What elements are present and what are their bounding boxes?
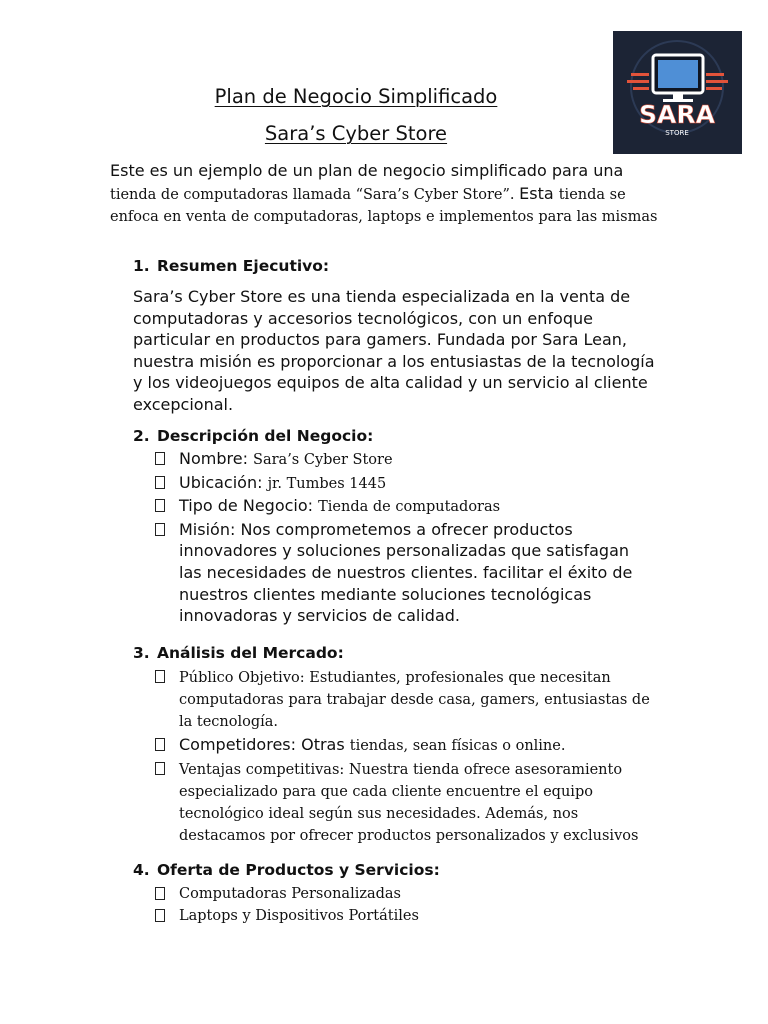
list-item <box>155 734 655 757</box>
list-item <box>155 883 655 905</box>
section-title: Descripción del Negocio: <box>157 427 374 445</box>
item-text: Computadoras Personalizadas <box>179 886 402 902</box>
document-subtitle: Sara’s Cyber Store <box>264 122 448 145</box>
item-text-serif: Público Objetivo: Estudiantes, profesionales que necesitan computadoras para trabajar desde casa, gamers, entusiastas de la tecnología. <box>179 670 650 730</box>
list-item <box>155 519 655 627</box>
bullet-icon <box>155 887 165 900</box>
list-item <box>155 448 655 472</box>
section-number: 1. <box>133 257 150 275</box>
section-title: Oferta de Productos y Servicios: <box>157 861 440 879</box>
section-number: 4. <box>133 861 150 879</box>
item-text-sans: Competidores: Otras <box>179 735 350 754</box>
logo-subtext: STORE <box>665 129 689 137</box>
section-heading-descripcion <box>133 427 373 445</box>
market-analysis-list <box>155 666 655 848</box>
intro-text-1: Este es un ejemplo de un plan de negocio simplificado para una <box>110 161 624 180</box>
bullet-icon <box>155 909 165 922</box>
bullet-icon <box>155 499 165 512</box>
item-label: Misión: <box>179 519 241 539</box>
item-value: Tienda de computadoras <box>318 499 501 516</box>
list-item <box>155 905 655 927</box>
item-text-serif: Ventajas competitivas: Nuestra tienda ofrece asesoramiento especializado para que cada cliente encuentre el equipo tecnológico ideal según sus necesidades. Además, nos destacamos por ofrecer productos personalizados y exclusivos <box>179 762 639 844</box>
document-title: Plan de Negocio Simplificado <box>214 85 498 108</box>
section-title: Resumen Ejecutivo: <box>157 257 330 275</box>
business-description-list <box>155 448 655 627</box>
list-item <box>155 472 655 496</box>
intro-text-2: tienda de computadoras llamada “Sara’s Cyber Store”. <box>110 187 520 203</box>
section-number: 2. <box>133 427 150 445</box>
section-body-resumen: Sara’s Cyber Store es una tienda especializada en la venta de computadoras y accesorios tecnológicos, con un enfoque particular en productos para gamers. Fundada por Sara Lean, nuestra misión es proporcionar a los entusiastas de la tecnología y los videojuegos equipos de alta calidad y un servicio al cliente excepcional. <box>133 287 655 414</box>
section-heading-resumen <box>133 257 329 275</box>
item-label: Nombre: <box>179 449 254 468</box>
bullet-icon <box>155 670 165 683</box>
section-heading-analisis <box>133 644 344 662</box>
list-item <box>155 495 655 519</box>
section-number: 3. <box>133 644 150 662</box>
bullet-icon <box>155 762 165 775</box>
list-item <box>155 758 655 847</box>
bullet-icon <box>155 476 165 489</box>
bullet-icon <box>155 738 165 751</box>
item-label: Tipo de Negocio: <box>179 496 319 516</box>
product-offer-list <box>155 883 655 927</box>
bullet-icon <box>155 523 165 536</box>
item-value: Sara’s Cyber Store <box>253 452 393 468</box>
intro-text-4: tienda se enfoca en venta de computadoras, laptops e implementos para las mismas <box>110 187 658 225</box>
item-value: jr. Tumbes 1445 <box>267 475 387 492</box>
list-item <box>155 666 655 733</box>
intro-paragraph <box>110 160 670 228</box>
item-value: Nos comprometemos a ofrecer productos innovadores y soluciones personalizadas que satisfagan las necesidades de nuestros clientes. facilitar el éxito de nuestros clientes mediante soluciones tecnológicas innovadoras y servicios de calidad. <box>179 519 633 626</box>
intro-text-3: Esta <box>519 184 559 203</box>
sara-store-logo <box>613 31 742 154</box>
section-heading-oferta <box>133 861 440 879</box>
item-label: Ubicación: <box>179 472 268 492</box>
logo-text: SARA <box>639 100 715 129</box>
section-title: Análisis del Mercado: <box>157 644 344 662</box>
bullet-icon <box>155 452 165 465</box>
item-text-serif: tiendas, sean físicas o online. <box>349 738 566 754</box>
item-text: Laptops y Dispositivos Portátiles <box>179 908 419 924</box>
